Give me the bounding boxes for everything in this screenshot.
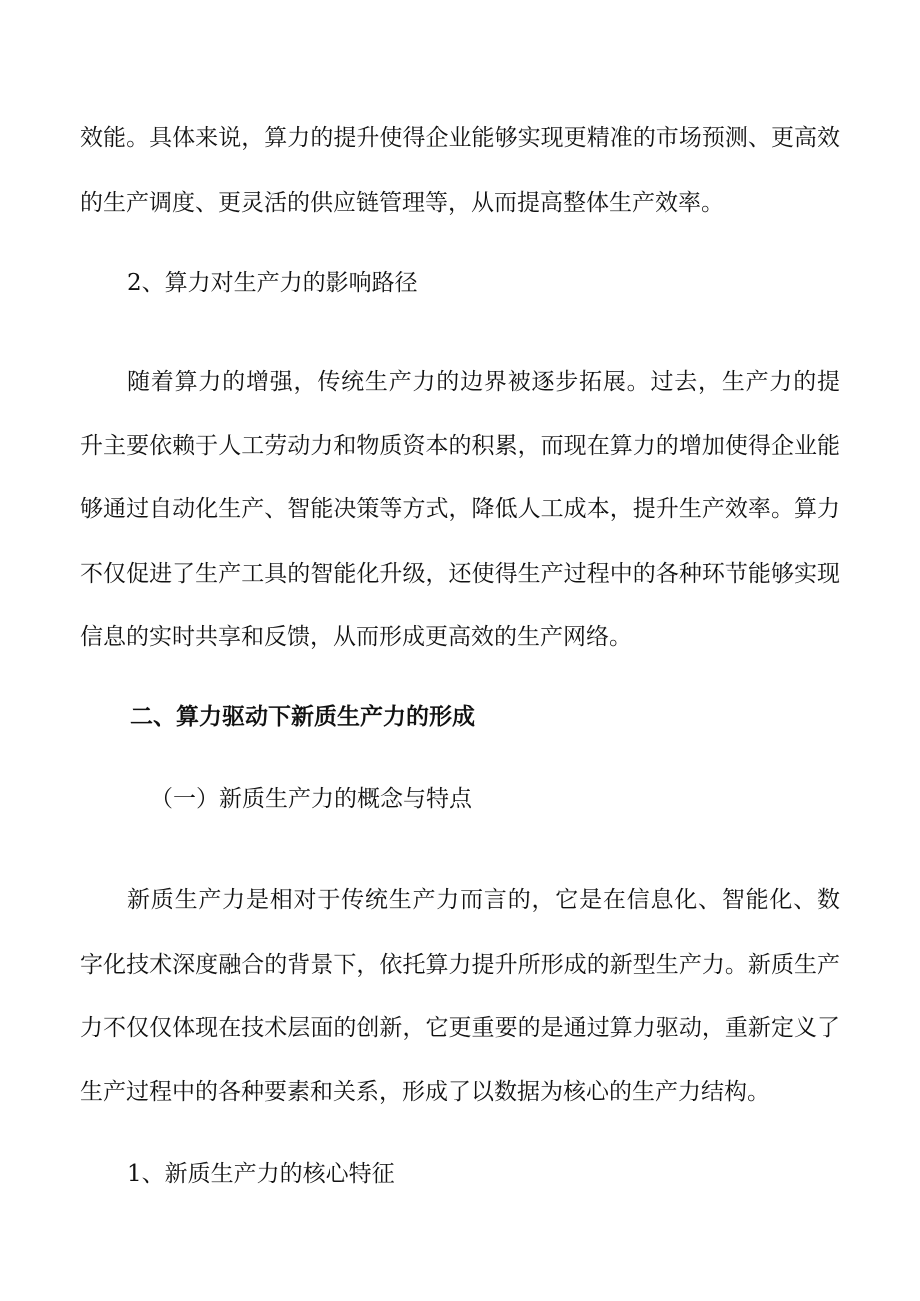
paragraph-line: 升主要依赖于人工劳动力和物质资本的积累，而现在算力的增加使得企业能 <box>80 433 840 459</box>
heading-impact-path: 2、算力对生产力的影响路径 <box>127 270 418 296</box>
paragraph-line: 随着算力的增强，传统生产力的边界被逐步拓展。过去，生产力的提 <box>127 369 840 395</box>
heading-core-features: 1、新质生产力的核心特征 <box>127 1161 395 1187</box>
subsection-heading: （一）新质生产力的概念与特点 <box>150 786 472 812</box>
paragraph-line: 信息的实时共享和反馈，从而形成更高效的生产网络。 <box>80 624 632 650</box>
paragraph-line: 字化技术深度融合的背景下，依托算力提升所形成的新型生产力。新质生产 <box>80 952 840 978</box>
paragraph-line: 的生产调度、更灵活的供应链管理等，从而提高整体生产效率。 <box>80 190 724 216</box>
paragraph-line: 力不仅仅体现在技术层面的创新，它更重要的是通过算力驱动，重新定义了 <box>80 1015 840 1041</box>
paragraph-line: 不仅促进了生产工具的智能化升级，还使得生产过程中的各种环节能够实现 <box>80 561 840 587</box>
section-heading: 二、算力驱动下新质生产力的形成 <box>130 703 475 730</box>
paragraph-line: 效能。具体来说，算力的提升使得企业能够实现更精准的市场预测、更高效 <box>80 125 840 151</box>
paragraph-line: 够通过自动化生产、智能决策等方式，降低人工成本，提升生产效率。算力 <box>80 496 840 522</box>
paragraph-line: 生产过程中的各种要素和关系，形成了以数据为核心的生产力结构。 <box>80 1079 770 1105</box>
paragraph-line: 新质生产力是相对于传统生产力而言的，它是在信息化、智能化、数 <box>127 887 840 913</box>
